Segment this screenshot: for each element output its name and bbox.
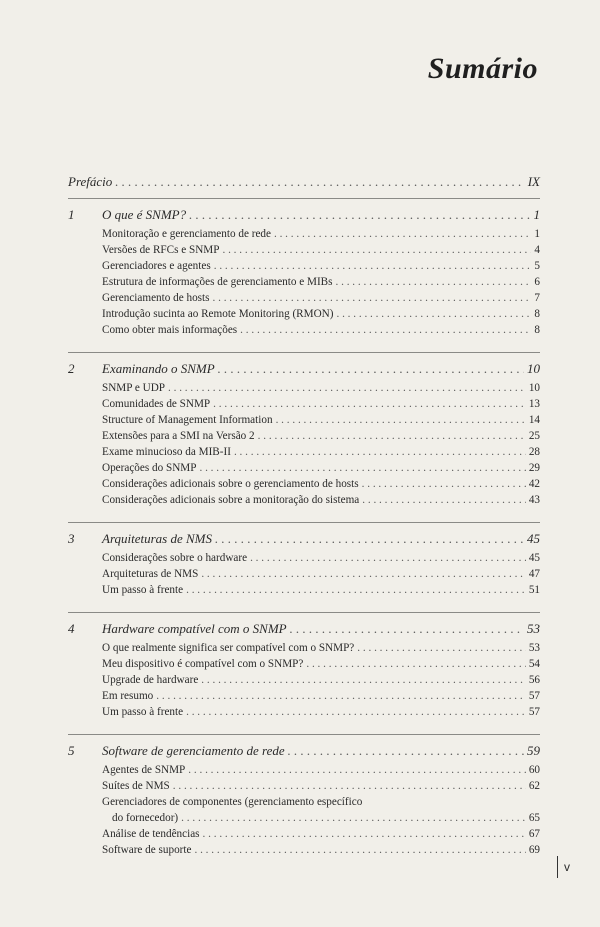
entry-page: 10 xyxy=(528,382,540,394)
dot-leader xyxy=(306,656,525,672)
dot-leader xyxy=(214,258,532,274)
toc-entry xyxy=(68,826,540,842)
entry-label: Considerações sobre o hardware xyxy=(102,552,248,564)
chapter-title: Arquiteturas de NMS xyxy=(102,531,213,546)
entry-label: Em resumo xyxy=(102,690,154,702)
entry-page: 25 xyxy=(528,430,540,442)
chapter-list xyxy=(68,207,540,858)
dot-leader xyxy=(258,428,526,444)
entry-label: Um passo à frente xyxy=(102,584,184,596)
dot-leader xyxy=(199,460,525,476)
toc-entry xyxy=(68,460,540,476)
toc-entry xyxy=(68,258,540,274)
entry-page: 67 xyxy=(528,828,540,840)
entry-label: Introdução sucinta ao Remote Monitoring (RMON) xyxy=(102,308,334,320)
dot-leader xyxy=(181,810,526,826)
dot-leader xyxy=(336,306,531,322)
dot-leader xyxy=(189,207,530,223)
toc-entry xyxy=(68,672,540,688)
entry-page: 65 xyxy=(528,812,540,824)
entry-page: 69 xyxy=(528,844,540,856)
entry-page: 8 xyxy=(534,308,540,320)
entry-label: Comunidades de SNMP xyxy=(102,398,211,410)
dot-leader xyxy=(213,290,532,306)
dot-leader xyxy=(186,704,526,720)
chapter-number: 2 xyxy=(68,361,75,376)
entry-page: 6 xyxy=(534,276,540,288)
chapter-title: O que é SNMP? xyxy=(102,207,187,222)
dot-leader xyxy=(240,322,531,338)
dot-leader xyxy=(215,531,524,547)
dot-leader xyxy=(203,826,526,842)
chapter-number: 5 xyxy=(68,743,75,758)
toc-entry xyxy=(68,492,540,508)
divider xyxy=(68,734,540,735)
divider xyxy=(68,612,540,613)
dot-leader xyxy=(156,688,526,704)
chapter-heading xyxy=(68,743,540,759)
dot-leader xyxy=(290,621,524,637)
dot-leader xyxy=(218,361,524,377)
entry-label: Considerações adicionais sobre o gerenciamento de hosts xyxy=(102,478,359,490)
toc-entry xyxy=(68,656,540,672)
dot-leader xyxy=(362,492,526,508)
chapter-heading xyxy=(68,531,540,547)
chapter-heading xyxy=(68,207,540,223)
entry-label: Extensões para a SMI na Versão 2 xyxy=(102,430,255,442)
toc-entry xyxy=(68,380,540,396)
chapter-number: 1 xyxy=(68,207,75,222)
divider xyxy=(68,352,540,353)
entry-page: 57 xyxy=(528,706,540,718)
toc-chapter xyxy=(68,361,540,508)
entry-page: 56 xyxy=(528,674,540,686)
toc-entry xyxy=(68,842,540,858)
divider xyxy=(68,198,540,199)
toc-entry xyxy=(68,566,540,582)
dot-leader xyxy=(168,380,526,396)
toc-chapter xyxy=(68,207,540,338)
dot-leader xyxy=(250,550,526,566)
preface-page: IX xyxy=(527,174,540,189)
entry-page: 53 xyxy=(528,642,540,654)
entry-label: Meu dispositivo é compatível com o SNMP? xyxy=(102,658,304,670)
entry-label: Exame minucioso da MIB-II xyxy=(102,446,231,458)
dot-leader xyxy=(276,412,526,428)
entry-label: Monitoração e gerenciamento de rede xyxy=(102,228,271,240)
dot-leader xyxy=(201,672,526,688)
chapter-page: 1 xyxy=(533,207,540,222)
page-title: Sumário xyxy=(427,52,538,85)
dot-leader xyxy=(115,174,524,190)
toc-entry xyxy=(68,444,540,460)
entry-label: Estrutura de informações de gerenciamento e MIBs xyxy=(102,276,333,288)
chapter-page: 10 xyxy=(527,361,540,376)
dot-leader xyxy=(194,842,525,858)
entry-label: O que realmente significa ser compatível com o SNMP? xyxy=(102,642,355,654)
entry-label: Agentes de SNMP xyxy=(102,764,186,776)
toc-entry-continuation xyxy=(68,810,540,826)
dot-leader xyxy=(234,444,526,460)
chapter-page: 59 xyxy=(527,743,540,758)
dot-leader xyxy=(362,476,526,492)
entry-label-continued: do fornecedor) xyxy=(112,812,179,824)
entry-page: 28 xyxy=(528,446,540,458)
entry-label: Arquiteturas de NMS xyxy=(102,568,199,580)
entry-page: 62 xyxy=(528,780,540,792)
dot-leader xyxy=(288,743,524,759)
entry-page: 13 xyxy=(528,398,540,410)
dot-leader xyxy=(173,778,526,794)
toc-entry xyxy=(68,704,540,720)
dot-leader xyxy=(222,242,531,258)
dot-leader xyxy=(201,566,525,582)
toc-chapter xyxy=(68,743,540,858)
entry-page: 57 xyxy=(528,690,540,702)
toc-entry xyxy=(68,778,540,794)
entry-page: 51 xyxy=(528,584,540,596)
toc-preface xyxy=(68,174,540,190)
chapter-number: 3 xyxy=(68,531,75,546)
toc-entry xyxy=(68,582,540,598)
toc-chapter xyxy=(68,531,540,598)
toc-entry xyxy=(68,274,540,290)
dot-leader xyxy=(357,640,526,656)
toc-entry xyxy=(68,306,540,322)
entry-page: 47 xyxy=(528,568,540,580)
toc-entry xyxy=(68,476,540,492)
entry-label: Suítes de NMS xyxy=(102,780,170,792)
entry-label: Structure of Management Information xyxy=(102,414,273,426)
entry-label: Considerações adicionais sobre a monitoração do sistema xyxy=(102,494,360,506)
entry-label: Um passo à frente xyxy=(102,706,184,718)
chapter-title: Hardware compatível com o SNMP xyxy=(102,621,287,636)
entry-label: Software de suporte xyxy=(102,844,192,856)
toc-entry xyxy=(68,322,540,338)
chapter-number: 4 xyxy=(68,621,75,636)
entry-label: Operações do SNMP xyxy=(102,462,197,474)
entry-label: Análise de tendências xyxy=(102,828,200,840)
toc-entry xyxy=(68,412,540,428)
toc-chapter xyxy=(68,621,540,720)
entry-page: 42 xyxy=(528,478,540,490)
toc-entry xyxy=(68,290,540,306)
entry-page: 4 xyxy=(534,244,540,256)
divider xyxy=(68,522,540,523)
dot-leader xyxy=(336,274,532,290)
toc-entry xyxy=(68,794,540,810)
entry-page: 54 xyxy=(528,658,540,670)
toc-entry xyxy=(68,428,540,444)
entry-page: 45 xyxy=(528,552,540,564)
chapter-page: 53 xyxy=(527,621,540,636)
chapter-title: Software de gerenciamento de rede xyxy=(102,743,285,758)
dot-leader xyxy=(213,396,526,412)
entry-page: 5 xyxy=(534,260,540,272)
entry-label: Gerenciamento de hosts xyxy=(102,292,210,304)
entry-label: Gerenciadores e agentes xyxy=(102,260,211,272)
dot-leader xyxy=(186,582,526,598)
chapter-page: 45 xyxy=(527,531,540,546)
entry-label: SNMP e UDP xyxy=(102,382,165,394)
toc-entry xyxy=(68,688,540,704)
entry-label: Como obter mais informações xyxy=(102,324,238,336)
entry-page: 43 xyxy=(528,494,540,506)
entry-label: Gerenciadores de componentes (gerenciamento específico xyxy=(102,796,363,808)
entry-page: 1 xyxy=(534,228,540,240)
entry-page: 14 xyxy=(528,414,540,426)
toc-entry xyxy=(68,640,540,656)
toc-entry xyxy=(68,550,540,566)
entry-label: Versões de RFCs e SNMP xyxy=(102,244,220,256)
dot-leader xyxy=(274,226,531,242)
entry-label: Upgrade de hardware xyxy=(102,674,199,686)
chapter-title: Examinando o SNMP xyxy=(102,361,215,376)
dot-leader xyxy=(188,762,526,778)
page-number: v xyxy=(557,856,570,878)
toc-entry xyxy=(68,396,540,412)
entry-page: 8 xyxy=(534,324,540,336)
entry-page: 60 xyxy=(528,764,540,776)
toc-entry xyxy=(68,242,540,258)
toc-entry xyxy=(68,226,540,242)
entry-page: 7 xyxy=(534,292,540,304)
entry-page: 29 xyxy=(528,462,540,474)
preface-label: Prefácio xyxy=(68,174,113,189)
table-of-contents xyxy=(68,174,540,872)
chapter-heading xyxy=(68,361,540,377)
chapter-heading xyxy=(68,621,540,637)
toc-entry xyxy=(68,762,540,778)
